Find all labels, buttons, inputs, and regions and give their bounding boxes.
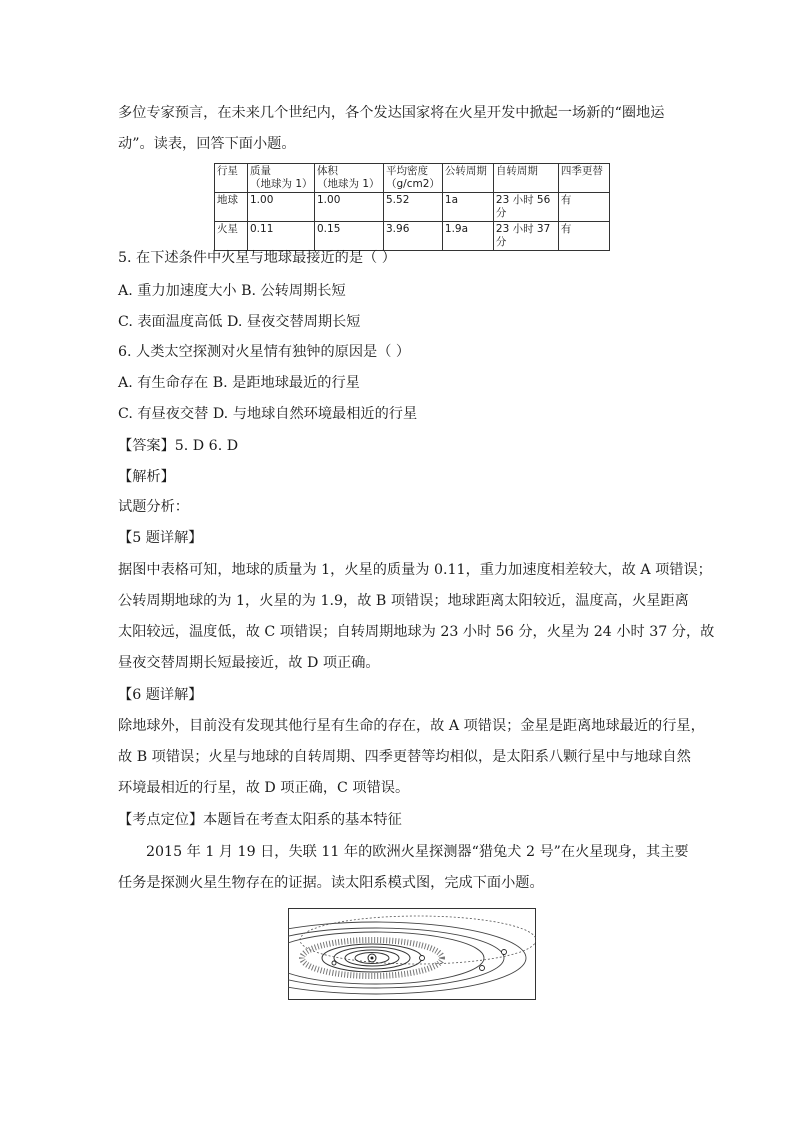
intro-line-1: 多位专家预言，在未来几个世纪内，各个发达国家将在火星开发中掀起一场新的“圈地运 (118, 105, 665, 121)
table-cell: 0.15 (315, 222, 384, 251)
table-cell: 3.96 (384, 222, 443, 251)
header-cell: 公转周期 (442, 164, 493, 193)
q6-stem: 6. 人类太空探测对火星情有独钟的原因是（ ） (118, 344, 411, 360)
table-cell: 火星 (215, 222, 248, 251)
header-cell: 体积 （地球为 1） (315, 164, 384, 193)
detail6-line: 环境最相近的行星，故 D 项正确，C 项错误。 (118, 780, 410, 796)
header-cell: 自转周期 (493, 164, 558, 193)
kaodian: 【考点定位】本题旨在考查太阳系的基本特征 (118, 812, 402, 828)
q5-options-ab: A. 重力加速度大小 B. 公转周期长短 (118, 283, 346, 299)
detail6-line: 除地球外，目前没有发现其他行星有生命的存在，故 A 项错误；金星是距离地球最近的行星， (118, 718, 705, 734)
detail5-heading: 【5 题详解】 (118, 530, 203, 546)
detail5-line: 太阳较远，温度低，故 C 项错误；自转周期地球为 23 小时 56 分，火星为 24 小时 37 分，故 (118, 624, 715, 640)
solar-system-diagram (288, 908, 536, 1000)
detail6-line: 故 B 项错误；火星与地球的自转周期、四季更替等均相似，是太阳系八颗行星中与地球自然 (118, 749, 691, 765)
detail6-heading: 【6 题详解】 (118, 687, 203, 703)
q6-options-cd: C. 有昼夜交替 D. 与地球自然环境最相近的行星 (118, 406, 418, 422)
header-cell: 四季更替 (558, 164, 609, 193)
q6-options-ab: A. 有生命存在 B. 是距地球最近的行星 (118, 375, 360, 391)
table-cell: 有 (558, 193, 609, 222)
table-cell: 23 小时 37 分 (493, 222, 558, 251)
detail5-line: 据图中表格可知，地球的质量为 1，火星的质量为 0.11，重力加速度相差较大，故 A 项错误； (118, 562, 712, 578)
table-cell: 1.9a (442, 222, 493, 251)
table-cell: 0.11 (248, 222, 315, 251)
planet-properties-table (214, 163, 610, 251)
table-cell: 有 (558, 222, 609, 251)
table-cell: 1a (442, 193, 493, 222)
detail5-line: 公转周期地球的为 1，火星的为 1.9，故 B 项错误；地球距离太阳较近，温度高，火星距离 (118, 593, 689, 609)
table-cell: 1.00 (315, 193, 384, 222)
header-cell: 质量 （地球为 1） (248, 164, 315, 193)
analysis-heading: 【解析】 (118, 469, 175, 485)
q5-stem: 5. 在下述条件中火星与地球最接近的是（ ） (118, 250, 396, 266)
answer: 【答案】5. D 6. D (118, 438, 239, 454)
table-header-row (215, 164, 610, 193)
table-row (215, 193, 610, 222)
next-intro-line-2: 任务是探测火星生物存在的证据。读太阳系模式图，完成下面小题。 (118, 875, 544, 891)
next-intro-line-1: 2015 年 1 月 19 日，失联 11 年的欧洲火星探测器“猎兔犬 2 号”在火星现身，其主要 (146, 844, 689, 860)
analysis-subheading: 试题分析： (118, 499, 189, 515)
table-cell: 地球 (215, 193, 248, 222)
table-cell: 23 小时 56 分 (493, 193, 558, 222)
header-cell: 行星 (215, 164, 248, 193)
table-row (215, 222, 610, 251)
intro-line-2: 动”。读表，回答下面小题。 (118, 136, 296, 152)
header-cell: 平均密度 （g/cm2） (384, 164, 443, 193)
table-cell: 1.00 (248, 193, 315, 222)
q5-options-cd: C. 表面温度高低 D. 昼夜交替周期长短 (118, 314, 361, 330)
table-cell: 5.52 (384, 193, 443, 222)
detail5-line: 昼夜交替周期长短最接近，故 D 项正确。 (118, 655, 380, 671)
